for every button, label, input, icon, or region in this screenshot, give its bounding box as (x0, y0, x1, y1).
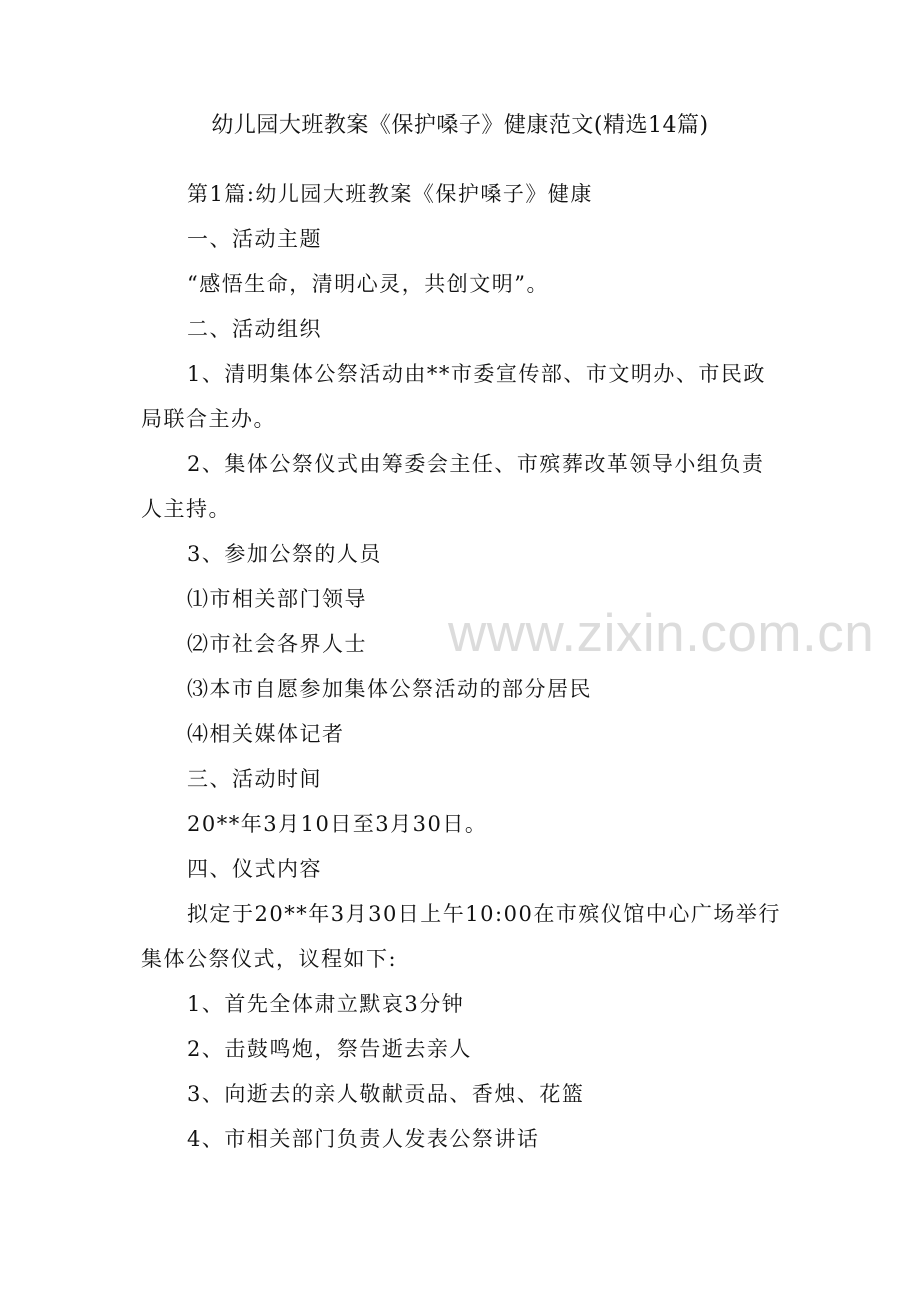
participant-item-1: ⑴市相关部门领导 (187, 587, 367, 611)
section-heading-part-1: 第1篇:幼儿园大班教案《保护嗓子》健康 (187, 182, 593, 206)
organization-item-2: 2、集体公祭仪式由筹委会主任、市殡葬改革领导小组负责人主持。 (141, 452, 765, 521)
organization-item-1: 1、清明集体公祭活动由**市委宣传部、市文明办、市民政局联合主办。 (141, 362, 766, 431)
agenda-item-4: 4、市相关部门负责人发表公祭讲话 (187, 1127, 540, 1151)
theme-quote: “感悟生命，清明心灵，共创文明”。 (187, 272, 549, 296)
activity-time-text: 20**年3月10日至3月30日。 (187, 812, 488, 836)
participant-item-2: ⑵市社会各界人士 (187, 632, 367, 656)
ceremony-intro: 拟定于20**年3月30日上午10:00在市殡仪馆中心广场举行集体公祭仪式，议程如下: (141, 902, 781, 971)
section-heading-ceremony-content: 四、仪式内容 (187, 857, 322, 881)
document-title: 幼儿园大班教案《保护嗓子》健康范文(精选14篇) (211, 113, 709, 138)
organization-item-3: 3、参加公祭的人员 (187, 542, 382, 566)
site-watermark: www.zixin.com.cn (448, 604, 875, 663)
agenda-item-1: 1、首先全体肃立默哀3分钟 (187, 992, 465, 1016)
document-body (141, 172, 781, 1162)
participant-item-4: ⑷相关媒体记者 (187, 722, 345, 746)
agenda-item-3: 3、向逝去的亲人敬献贡品、香烛、花篮 (187, 1082, 585, 1106)
section-heading-activity-theme: 一、活动主题 (187, 227, 322, 251)
section-heading-activity-organization: 二、活动组织 (187, 317, 322, 341)
section-heading-activity-time: 三、活动时间 (187, 767, 322, 791)
agenda-item-2: 2、击鼓鸣炮，祭告逝去亲人 (187, 1037, 472, 1061)
participant-item-3: ⑶本市自愿参加集体公祭活动的部分居民 (187, 677, 592, 701)
